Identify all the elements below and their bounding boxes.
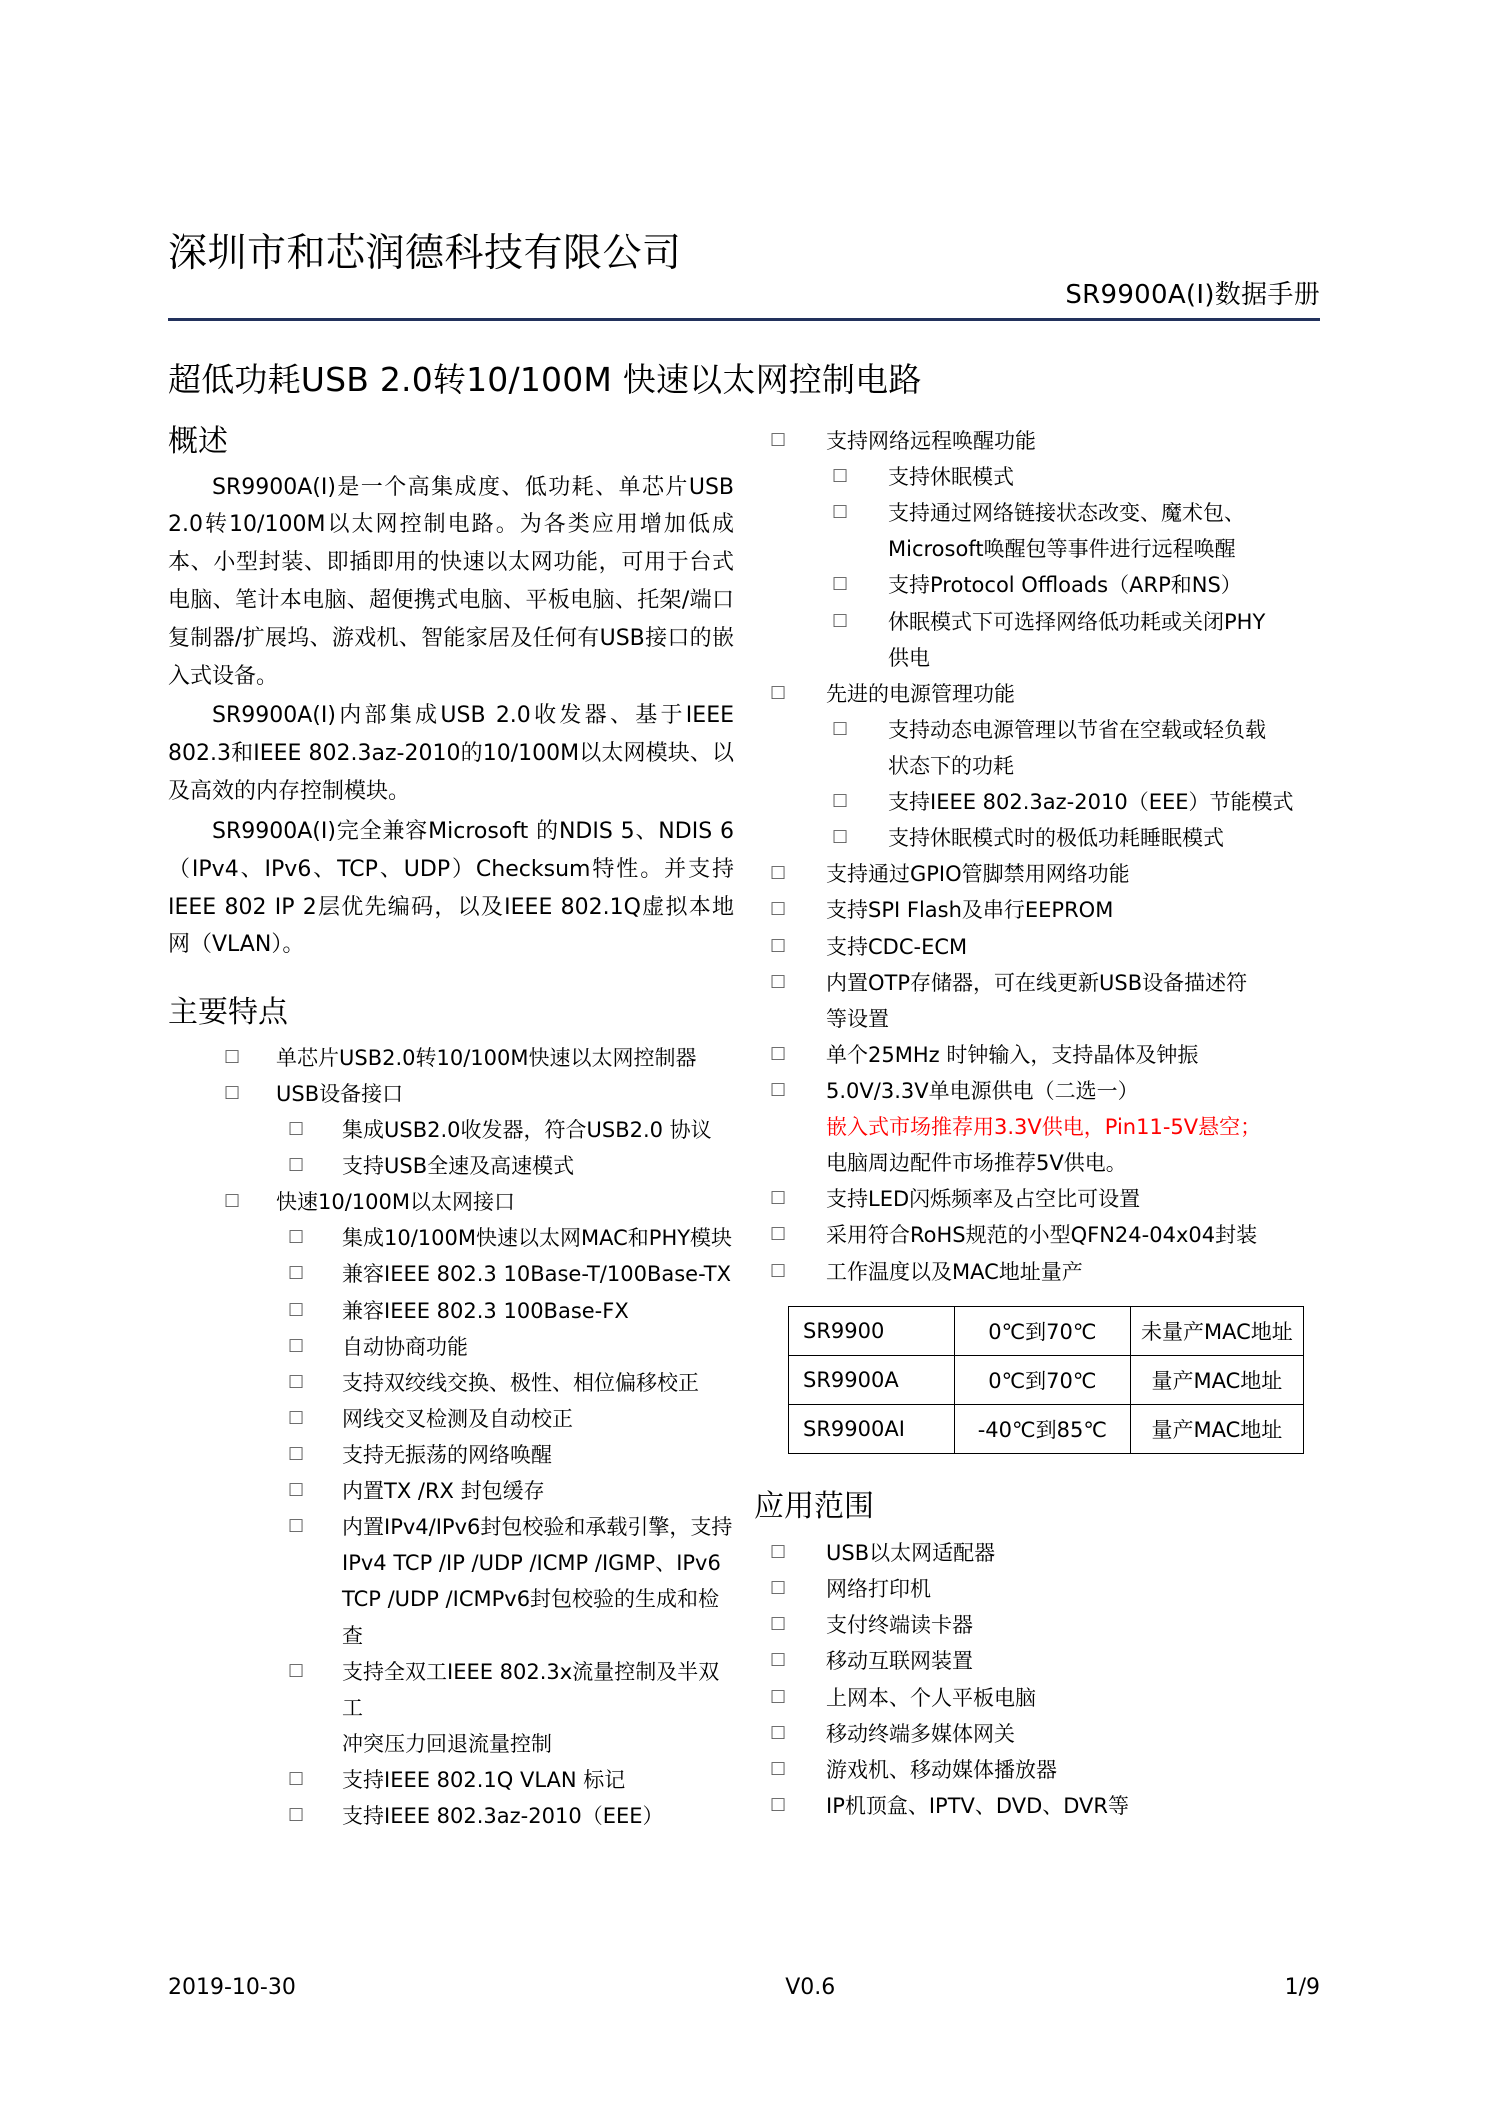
list-item — [754, 676, 1320, 712]
bullet-square-icon: □ — [770, 1187, 787, 1208]
list-item-continuation: TCP /UDP /ICMPv6封包校验的生成和检查 — [342, 1587, 720, 1648]
list-item-continuation: IPv4 TCP /IP /UDP /ICMP /IGMP、IPv6 — [342, 1551, 721, 1576]
bullet-square-icon: □ — [770, 862, 787, 883]
bullet-square-icon: □ — [832, 501, 849, 522]
list-item-label: 自动协商功能 — [342, 1334, 468, 1359]
list-item — [168, 1040, 734, 1076]
list-item-label: 单个25MHz 时钟输入，支持晶体及钟振 — [826, 1042, 1199, 1067]
list-item — [754, 423, 1320, 459]
page-content — [168, 222, 1320, 1834]
list-item-label: 游戏机、移动媒体播放器 — [826, 1757, 1057, 1782]
bullet-square-icon: □ — [288, 1767, 305, 1788]
footer-page-number: 1/9 — [1284, 1975, 1320, 2000]
list-item-label: 移动互联网装置 — [826, 1649, 973, 1674]
bullet-square-icon: □ — [770, 429, 787, 449]
list-item — [754, 1535, 1320, 1571]
list-item — [754, 1716, 1320, 1752]
list-item-label: 工作温度以及MAC地址量产 — [826, 1259, 1083, 1284]
bullet-square-icon: □ — [288, 1334, 305, 1355]
list-item — [754, 1037, 1320, 1073]
bullet-square-icon: □ — [288, 1226, 305, 1247]
datasheet-title: SR9900A(I)数据手册 — [1065, 280, 1320, 310]
list-item-label: 支持网络远程唤醒功能 — [826, 429, 1036, 453]
right-features-list — [754, 423, 1320, 1290]
bullet-square-icon: □ — [832, 717, 849, 738]
list-item — [754, 929, 1320, 965]
list-item — [754, 1254, 1320, 1290]
list-item-label: 网线交叉检测及自动校正 — [342, 1406, 573, 1431]
list-item-label: 支付终端读卡器 — [826, 1613, 973, 1638]
list-item-label: 集成USB2.0收发器，符合USB2.0 协议 — [342, 1117, 712, 1142]
list-item-label: 内置IPv4/IPv6封包校验和承载引擎，支持 — [342, 1515, 733, 1540]
list-item-label: 支持双绞线交换、极性、相位偏移校正 — [342, 1370, 699, 1395]
bullet-square-icon: □ — [770, 1577, 787, 1598]
list-item — [754, 1752, 1320, 1788]
list-item-label: 支持LED闪烁频率及占空比可设置 — [826, 1187, 1141, 1212]
list-item — [754, 1073, 1320, 1109]
bullet-square-icon: □ — [288, 1804, 305, 1825]
list-item — [168, 1184, 734, 1220]
list-item — [754, 1680, 1320, 1716]
list-item-continuation: 供电 — [888, 645, 930, 670]
bullet-square-icon: □ — [288, 1659, 305, 1680]
list-item — [168, 1112, 734, 1148]
bullet-square-icon: □ — [288, 1117, 305, 1138]
list-item — [168, 1401, 734, 1437]
bullet-square-icon: □ — [770, 898, 787, 919]
list-item — [168, 1076, 734, 1112]
overview-heading: 概述 — [168, 424, 228, 459]
list-item-label: 支持全双工IEEE 802.3x流量控制及半双工 — [342, 1659, 720, 1720]
bullet-square-icon: □ — [770, 1721, 787, 1742]
list-item-label: 支持休眠模式时的极低功耗睡眠模式 — [888, 826, 1224, 851]
list-item — [754, 1607, 1320, 1643]
body-columns — [168, 423, 1320, 1834]
list-item — [168, 1329, 734, 1365]
list-item-continuation: 电脑周边配件市场推荐5V供电。 — [826, 1151, 1127, 1176]
list-item-label: 5.0V/3.3V单电源供电（二选一） — [826, 1078, 1139, 1103]
list-item-label: 支持IEEE 802.3az-2010（EEE） — [342, 1804, 664, 1829]
bullet-square-icon: □ — [770, 1649, 787, 1670]
bullet-square-icon: □ — [770, 1042, 787, 1063]
list-item-continuation: 冲突压力回退流量控制 — [342, 1731, 552, 1756]
bullet-square-icon: □ — [770, 681, 787, 702]
bullet-square-icon: □ — [770, 1685, 787, 1706]
list-item-label: USB设备接口 — [276, 1081, 404, 1106]
list-item-label: 快速10/100M以太网接口 — [276, 1190, 515, 1215]
bullet-square-icon: □ — [770, 1757, 787, 1778]
list-item-label: 休眠模式下可选择网络低功耗或关闭PHY — [888, 609, 1266, 634]
list-item — [754, 820, 1320, 856]
list-item — [754, 784, 1320, 820]
list-item — [754, 1571, 1320, 1607]
list-item — [754, 1181, 1320, 1217]
company-name: 深圳市和芯润德科技有限公司 — [168, 231, 682, 276]
bullet-square-icon: □ — [224, 1045, 241, 1066]
list-item-label: 支持CDC-ECM — [826, 934, 968, 959]
temperature-mac-table — [788, 1306, 1304, 1454]
bullet-square-icon: □ — [770, 1793, 787, 1814]
list-item-label: 上网本、个人平板电脑 — [826, 1685, 1036, 1710]
header-divider — [168, 318, 1320, 321]
list-item-label: 先进的电源管理功能 — [826, 681, 1015, 706]
bullet-square-icon: □ — [770, 1613, 787, 1634]
list-item — [168, 1654, 734, 1726]
bullet-square-icon: □ — [832, 826, 849, 847]
list-item — [754, 1217, 1320, 1253]
overview-paragraph: SR9900A(I)是一个高集成度、低功耗、单芯片USB 2.0转10/100M以太网控制电路。为各类应用增加低成本、小型封装、即插即用的快速以太网功能，可用于台式电脑、笔计本电脑、超便携式电脑、平板电脑、托架/端口复制器/扩展坞、游戏机、智能家居及任何有USB接口的嵌入式设备。 — [168, 474, 734, 689]
table-cell-mac: 量产MAC地址 — [1130, 1355, 1303, 1404]
list-item-continuation: 状态下的功耗 — [888, 753, 1014, 778]
bullet-square-icon: □ — [770, 1078, 787, 1099]
bullet-square-icon: □ — [288, 1479, 305, 1500]
list-item-label: 移动终端多媒体网关 — [826, 1721, 1015, 1746]
list-item-label: 支持动态电源管理以节省在空载或轻负载 — [888, 717, 1266, 742]
bullet-square-icon: □ — [288, 1298, 305, 1319]
bullet-square-icon: □ — [288, 1406, 305, 1427]
list-item — [168, 1220, 734, 1256]
overview-paragraph: SR9900A(I)内部集成USB 2.0收发器、基于IEEE 802.3和IEEE 802.3az-2010的10/100M以太网模块、以及高效的内存控制模块。 — [168, 703, 734, 805]
bullet-square-icon: □ — [770, 934, 787, 955]
features-heading: 主要特点 — [168, 995, 288, 1031]
bullet-square-icon: □ — [832, 573, 849, 594]
list-item — [168, 1762, 734, 1798]
list-item-label: 兼容IEEE 802.3 100Base-FX — [342, 1298, 629, 1323]
list-item — [168, 1509, 734, 1545]
overview-paragraph: SR9900A(I)完全兼容Microsoft 的NDIS 5、NDIS 6（IPv4、IPv6、TCP、UDP）Checksum特性。并支持IEEE 802 IP 2层优先编码，以及IEEE 802.1Q虚拟本地网（VLAN）。 — [168, 818, 734, 958]
list-item — [754, 892, 1320, 928]
right-column — [754, 423, 1320, 1824]
table-cell-temperature: -40℃到85℃ — [954, 1404, 1130, 1453]
list-item — [168, 1798, 734, 1834]
list-item-label: 采用符合RoHS规范的小型QFN24-04x04封装 — [826, 1223, 1258, 1248]
list-item-label: 支持SPI Flash及串行EEPROM — [826, 898, 1114, 923]
bullet-square-icon: □ — [770, 1259, 787, 1280]
bullet-square-icon: □ — [288, 1442, 305, 1463]
list-item-label: 支持IEEE 802.1Q VLAN 标记 — [342, 1767, 626, 1792]
document-footer — [168, 1975, 1320, 2000]
bullet-square-icon: □ — [770, 1223, 787, 1244]
list-item-label: 兼容IEEE 802.3 10Base-T/100Base-TX — [342, 1262, 731, 1287]
page-title: 超低功耗USB 2.0转10/100M 快速以太网控制电路 — [168, 360, 922, 399]
bullet-square-icon: □ — [224, 1081, 241, 1102]
footer-date: 2019-10-30 — [168, 1975, 296, 2000]
list-item-label: 单芯片USB2.0转10/100M快速以太网控制器 — [276, 1045, 697, 1070]
list-item — [754, 604, 1320, 640]
list-item — [754, 712, 1320, 748]
list-item — [754, 495, 1320, 531]
list-item-label: 支持Protocol Offloads（ARP和NS） — [888, 573, 1242, 598]
table-cell-part: SR9900AI — [789, 1404, 955, 1453]
list-item-label: USB以太网适配器 — [826, 1541, 996, 1566]
table-row — [789, 1306, 1304, 1355]
table-row — [789, 1355, 1304, 1404]
table-cell-temperature: 0℃到70℃ — [954, 1355, 1130, 1404]
list-item-label: 集成10/100M快速以太网MAC和PHY模块 — [342, 1226, 733, 1251]
list-item — [754, 567, 1320, 603]
list-item — [168, 1365, 734, 1401]
list-item — [168, 1293, 734, 1329]
list-item — [754, 1788, 1320, 1824]
list-item-label: 内置TX /RX 封包缓存 — [342, 1479, 545, 1504]
list-item-label: 支持IEEE 802.3az-2010（EEE）节能模式 — [888, 790, 1294, 815]
list-item-continuation: 等设置 — [826, 1006, 889, 1031]
list-item-label: 支持通过GPIO管脚禁用网络功能 — [826, 862, 1130, 887]
list-item — [754, 1643, 1320, 1679]
document-header — [168, 222, 1320, 326]
table-cell-temperature: 0℃到70℃ — [954, 1306, 1130, 1355]
bullet-square-icon: □ — [832, 790, 849, 811]
footer-version: V0.6 — [785, 1975, 836, 2000]
bullet-square-icon: □ — [288, 1370, 305, 1391]
power-supply-warning: 嵌入式市场推荐用3.3V供电，Pin11-5V悬空； — [826, 1115, 1262, 1140]
bullet-square-icon: □ — [288, 1154, 305, 1175]
list-item-label: 支持通过网络链接状态改变、魔术包、 — [888, 501, 1245, 526]
list-item-label: 支持无振荡的网络唤醒 — [342, 1442, 552, 1467]
table-cell-part: SR9900A — [789, 1355, 955, 1404]
bullet-square-icon: □ — [832, 609, 849, 630]
bullet-square-icon: □ — [770, 1541, 787, 1562]
table-row — [789, 1404, 1304, 1453]
table-cell-mac: 未量产MAC地址 — [1130, 1306, 1303, 1355]
list-item — [754, 965, 1320, 1001]
list-item-label: IP机顶盒、IPTV、DVD、DVR等 — [826, 1793, 1130, 1818]
list-item-label: 网络打印机 — [826, 1577, 931, 1602]
list-item — [754, 856, 1320, 892]
list-item — [754, 459, 1320, 495]
list-item — [168, 1473, 734, 1509]
applications-list — [754, 1535, 1320, 1824]
list-item-label: 支持USB全速及高速模式 — [342, 1154, 575, 1179]
bullet-square-icon: □ — [288, 1262, 305, 1283]
list-item — [168, 1148, 734, 1184]
list-item-label: 内置OTP存储器，可在线更新USB设备描述符 — [826, 970, 1248, 995]
list-item — [168, 1256, 734, 1292]
table-cell-part: SR9900 — [789, 1306, 955, 1355]
features-list — [168, 1040, 734, 1834]
bullet-square-icon: □ — [770, 970, 787, 991]
left-column — [168, 423, 734, 1834]
list-item — [168, 1437, 734, 1473]
table-cell-mac: 量产MAC地址 — [1130, 1404, 1303, 1453]
bullet-square-icon: □ — [832, 465, 849, 486]
list-item-continuation: Microsoft唤醒包等事件进行远程唤醒 — [888, 537, 1236, 562]
bullet-square-icon: □ — [288, 1515, 305, 1536]
bullet-square-icon: □ — [224, 1190, 241, 1211]
applications-heading: 应用范围 — [754, 1488, 874, 1524]
list-item-label: 支持休眠模式 — [888, 465, 1014, 490]
